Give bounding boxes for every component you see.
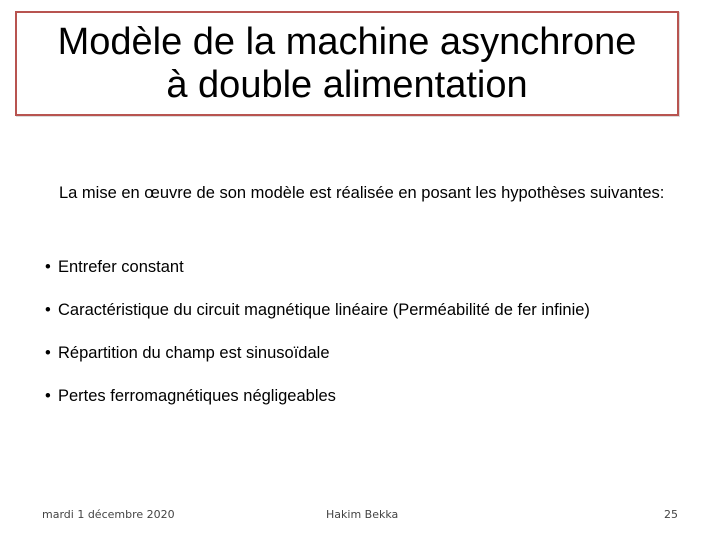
list-item-text: Pertes ferromagnétiques négligeables <box>58 387 336 405</box>
hypotheses-list <box>45 256 685 428</box>
list-item <box>45 299 685 342</box>
footer-page-number: 25 <box>664 508 678 521</box>
list-item-text: Répartition du champ est sinusoïdale <box>58 344 330 362</box>
intro-paragraph <box>45 168 669 218</box>
bullet-icon: • <box>45 301 51 319</box>
list-item-text: Caractéristique du circuit magnétique linéaire (Perméabilité de fer infinie) <box>58 301 590 319</box>
list-item-text: Entrefer constant <box>58 258 184 276</box>
footer-author: Hakim Bekka <box>326 508 399 521</box>
list-item <box>45 342 685 385</box>
slide-title-box <box>15 11 679 116</box>
bullet-icon: • <box>45 344 51 362</box>
footer-date: mardi 1 décembre 2020 <box>42 508 175 521</box>
slide-title-line-1: Modèle de la machine asynchrone <box>57 20 637 63</box>
slide-title-line-2: à double alimentation <box>166 63 528 106</box>
list-item <box>45 385 685 428</box>
list-item <box>45 256 685 299</box>
bullet-icon: • <box>45 387 51 405</box>
bullet-icon: • <box>45 258 51 276</box>
intro-text: La mise en œuvre de son modèle est réalisée en posant les hypothèses suivantes: <box>59 184 665 202</box>
